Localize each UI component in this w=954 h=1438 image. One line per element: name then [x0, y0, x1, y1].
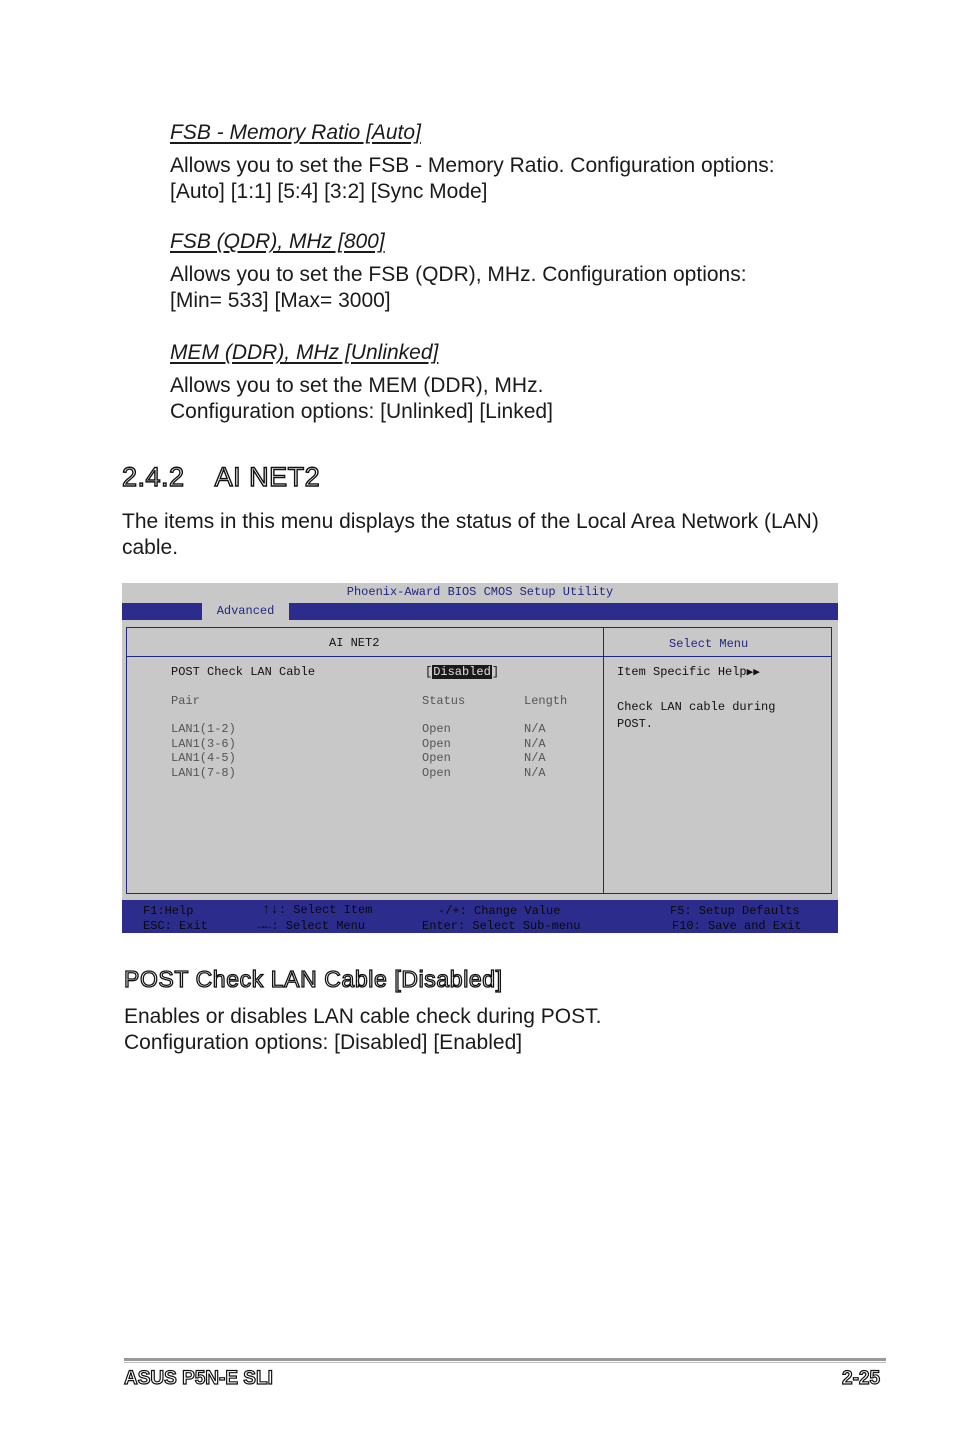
- bios-title-bar: Phoenix-Award BIOS CMOS Setup Utility: [122, 583, 838, 603]
- bios-row-length: N/A: [524, 766, 546, 780]
- bios-divider-vertical: [603, 628, 604, 893]
- setting-desc-line1: Enables or disables LAN cable check during POST.: [124, 1005, 602, 1028]
- footer-product-name: ASUS P5N-E SLI: [124, 1368, 273, 1389]
- bios-help-heading-wrap: [617, 665, 760, 679]
- item-desc-mem-ddr-line1: Allows you to set the MEM (DDR), MHz.: [170, 374, 544, 397]
- bios-row-pair: LAN1(7-8): [171, 766, 236, 780]
- item-desc-fsb-qdr-line1: Allows you to set the FSB (QDR), MHz. Configuration options:: [170, 263, 747, 286]
- bios-help-line2: POST.: [617, 717, 654, 731]
- setting-heading: POST Check LAN Cable [Disabled]: [124, 966, 503, 992]
- footer-rule: [124, 1358, 886, 1361]
- bios-row-length: N/A: [524, 722, 546, 736]
- key-f1-help: F1:Help: [143, 904, 194, 918]
- key-f5-defaults: F5: Setup Defaults: [670, 904, 800, 918]
- footer-page-number: 2-25: [842, 1368, 881, 1389]
- bios-menu-bar: [122, 603, 838, 620]
- bios-main-frame: [126, 627, 832, 894]
- item-title-mem-ddr: MEM (DDR), MHz [Unlinked]: [170, 341, 439, 364]
- key-f10-save-exit: F10: Save and Exit: [672, 919, 802, 933]
- key-select-menu: : Select Menu: [271, 919, 366, 933]
- key-select-menu-wrap: [257, 919, 365, 933]
- bios-divider-horizontal: [127, 656, 831, 657]
- key-select-item-wrap: [262, 902, 372, 918]
- bios-option-value-field[interactable]: [Disabled]: [425, 665, 500, 679]
- setting-desc-line2: Configuration options: [Disabled] [Enabled]: [124, 1031, 523, 1054]
- section-number: 2.4.2: [122, 462, 185, 492]
- bios-screenshot: [122, 583, 838, 933]
- bios-key-bar: [122, 900, 838, 933]
- key-select-item: : Select Item: [278, 903, 373, 917]
- bios-help-heading: Item Specific Help: [617, 665, 747, 679]
- item-title-fsb-qdr: FSB (QDR), MHz [800]: [170, 230, 385, 253]
- item-desc-fsb-qdr-line2: [Min= 533] [Max= 3000]: [170, 289, 391, 312]
- bios-help-line1: Check LAN cable during: [617, 700, 776, 714]
- bios-row-pair: LAN1(1-2): [171, 722, 236, 736]
- item-title-fsb-memory-ratio: FSB - Memory Ratio [Auto]: [170, 121, 421, 144]
- up-down-arrows-icon: ↑↓: [262, 902, 279, 918]
- bios-row-length: N/A: [524, 737, 546, 751]
- bios-option-label[interactable]: POST Check LAN Cable: [171, 665, 316, 679]
- bios-tab-advanced[interactable]: Advanced: [202, 603, 289, 620]
- key-enter-submenu: Enter: Select Sub-menu: [422, 919, 581, 933]
- bios-col-pair: Pair: [171, 694, 200, 708]
- bios-row-status: Open: [422, 737, 451, 751]
- item-desc-fsb-memory-ratio-line2: [Auto] [1:1] [5:4] [3:2] [Sync Mode]: [170, 180, 488, 203]
- bios-row-status: Open: [422, 722, 451, 736]
- bios-row-pair: LAN1(4-5): [171, 751, 236, 765]
- left-right-arrows-icon: →←: [257, 919, 272, 933]
- double-arrow-right-icon: ▶▶: [746, 667, 760, 679]
- bios-col-status: Status: [422, 694, 466, 708]
- footer-rule-thin: [124, 1362, 886, 1363]
- bios-row-length: N/A: [524, 751, 546, 765]
- bios-row-pair: LAN1(3-6): [171, 737, 236, 751]
- section-title: AI NET2: [214, 462, 321, 492]
- bios-col-length: Length: [524, 694, 568, 708]
- section-heading: [122, 462, 320, 493]
- bios-option-value[interactable]: Disabled: [433, 665, 491, 679]
- section-intro: The items in this menu displays the status of the Local Area Network (LAN) cable.: [122, 510, 819, 559]
- key-change-value: -/+: Change Value: [438, 904, 561, 918]
- bios-row-status: Open: [422, 766, 451, 780]
- bios-panel-title: AI NET2: [329, 636, 380, 650]
- bios-row-status: Open: [422, 751, 451, 765]
- item-desc-mem-ddr-line2: Configuration options: [Unlinked] [Linked]: [170, 400, 553, 423]
- key-esc-exit: ESC: Exit: [143, 919, 208, 933]
- item-desc-fsb-memory-ratio-line1: Allows you to set the FSB - Memory Ratio. Configuration options:: [170, 154, 775, 177]
- bios-help-title: Select Menu: [669, 637, 749, 651]
